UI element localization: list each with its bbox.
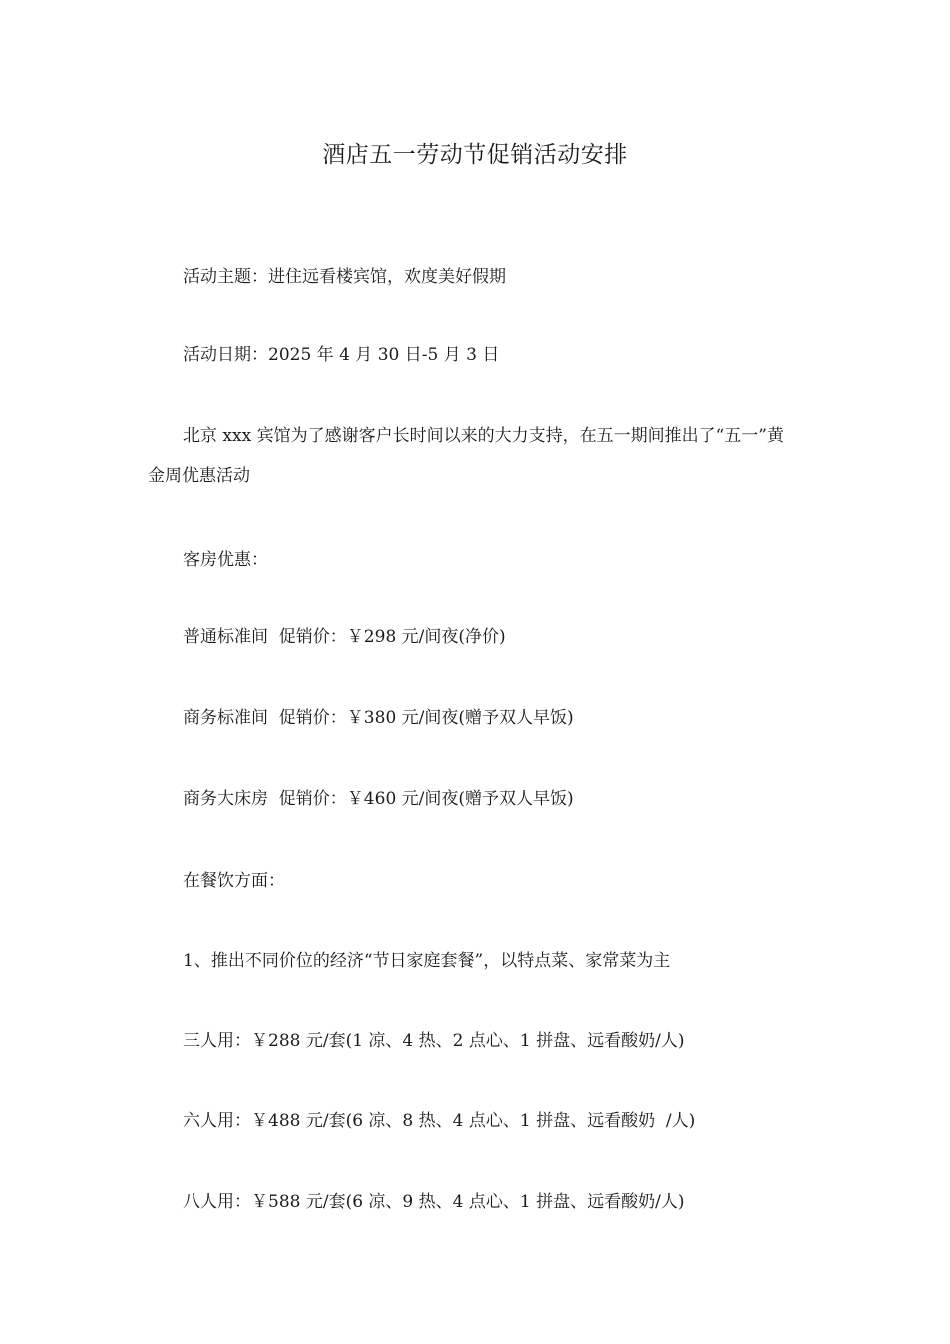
paragraph-set-eight: 八人用：￥588 元/套(6 凉、9 热、4 点心、1 拼盘、远看酸奶/人) (183, 1192, 685, 1212)
paragraph-date: 活动日期：2025 年 4 月 30 日-5 月 3 日 (183, 345, 500, 365)
paragraph-set-six: 六人用：￥488 元/套(6 凉、8 热、4 点心、1 拼盘、远看酸奶 /人) (183, 1111, 696, 1131)
paragraph-room-business-king: 商务大床房 促销价：￥460 元/间夜(赠予双人早饭) (183, 789, 574, 809)
paragraph-intro: 北京 xxx 宾馆为了感谢客户长时间以来的大力支持，在五一期间推出了“五一”黄金周优惠活动 (148, 426, 784, 486)
paragraph-dining-item-1: 1、推出不同价位的经济“节日家庭套餐”，以特点菜、家常菜为主 (183, 951, 671, 971)
paragraph-theme: 活动主题：进住远看楼宾馆，欢度美好假期 (183, 267, 506, 287)
paragraph-dining-heading: 在餐饮方面： (183, 871, 285, 891)
paragraph-set-three: 三人用：￥288 元/套(1 凉、4 热、2 点心、1 拼盘、远看酸奶/人) (183, 1031, 685, 1051)
document-title: 酒店五一劳动节促销活动安排 (322, 142, 628, 168)
paragraph-room-business-standard: 商务标准间 促销价：￥380 元/间夜(赠予双人早饭) (183, 708, 574, 728)
paragraph-room-standard: 普通标准间 促销价：￥298 元/间夜(净价) (183, 627, 506, 647)
paragraph-room-heading: 客房优惠： (183, 550, 268, 570)
